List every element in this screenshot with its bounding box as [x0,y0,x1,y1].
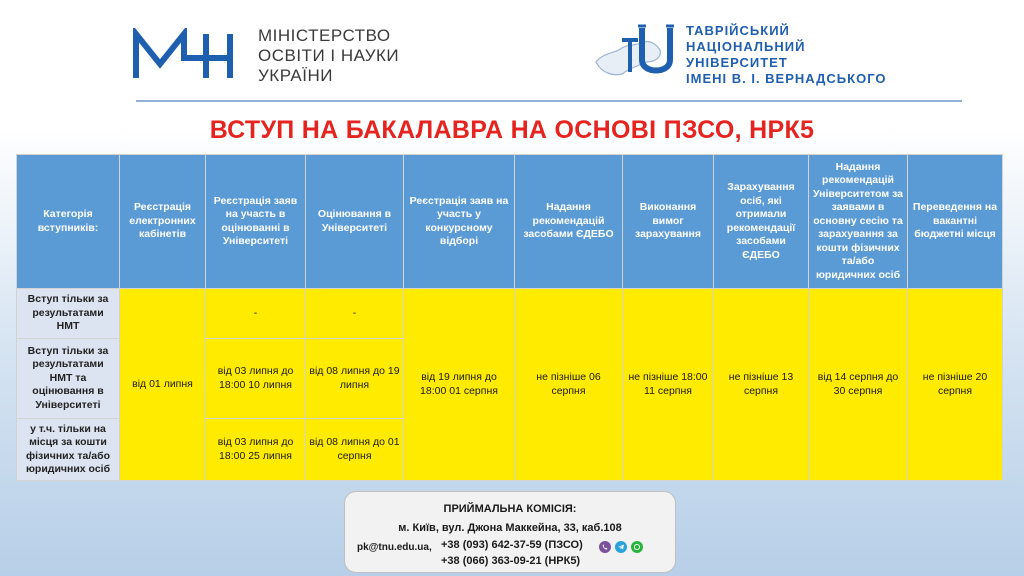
cell-enrollment: не пізніше 13 серпня [714,289,809,481]
header-eval-registration: Реєстрація заяв на участь в оцінюванні в Університеті [206,155,306,289]
admission-schedule-table [16,154,1003,481]
page-title: ВСТУП НА БАКАЛАВРА НА ОСНОВІ ПЗСО, НРК5 [209,116,815,144]
messenger-icons [599,541,643,553]
whatsapp-icon[interactable] [631,541,643,553]
contact-address: м. Київ, вул. Джона Маккейна, 33, каб.108 [398,522,622,534]
category-nmt-and-eval: Вступ тільки за результатами НМТ та оцінювання в Університеті [17,339,120,419]
university-line-1: ТАВРІЙСЬКИЙ [686,23,790,38]
university-line-3: УНІВЕРСИТЕТ [686,55,788,70]
header-competition-registration: Реєстрація заяв на участь у конкурсному відборі [404,155,515,289]
cell-transfer: не пізніше 20 серпня [908,289,1003,481]
cell-reg-eval-1: - [206,289,306,339]
ministry-logo [132,26,399,86]
university-logo [588,22,887,88]
cell-edebo-recommendation: не пізніше 06 серпня [515,289,623,481]
cell-reg-eval-3: від 03 липня до 18:00 25 липня [206,419,306,481]
cell-university-recommendation: від 14 серпня до 30 серпня [809,289,908,481]
cell-requirements: не пізніше 18:00 11 серпня [623,289,714,481]
ministry-line-2: ОСВІТИ І НАУКИ [258,46,400,65]
university-line-2: НАЦІОНАЛЬНИЙ [686,39,806,54]
contact-heading: ПРИЙМАЛЬНА КОМІСІЯ: [443,503,577,515]
category-paid-places: у т.ч. тільки на місця за кошти фізичних та/або юридичних осіб [17,419,120,481]
header-enrollment: Зарахування осіб, які отримали рекомендації засобами ЄДЕБО [714,155,809,289]
header-edebo-recommendation: Надання рекомендацій засобами ЄДЕБО [515,155,623,289]
ministry-line-1: МІНІСТЕРСТВО [258,26,391,45]
mon-emblem-icon [132,28,244,84]
header-requirements: Виконання вимог зарахування [623,155,714,289]
contact-phone-nrk5[interactable]: +38 (066) 363-09-21 (НРК5) [441,555,581,567]
header-evaluation: Оцінювання в Університеті [306,155,404,289]
university-line-4: ІМЕНІ В. І. ВЕРНАДСЬКОГО [686,71,887,86]
table-row [17,289,1003,339]
header-divider [136,100,962,102]
cell-reg-eval-2: від 03 липня до 18:00 10 липня [206,339,306,419]
header-university-recommendation: Надання рекомендацій Університетом за заявами в основну сесію та зарахування за кошти фізичних та/або юридичних осіб [809,155,908,289]
header-transfer: Переведення на вакантні бюджетні місця [908,155,1003,289]
tnu-emblem-icon [588,22,678,88]
header-category: Категорія вступників: [17,155,120,289]
contact-phone-pzso[interactable]: +38 (093) 642-37-59 (ПЗСО) [441,539,583,551]
cell-eval-2: від 08 липня до 19 липня [306,339,404,419]
university-name [686,23,887,87]
ministry-name [258,26,399,86]
cell-eval-1: - [306,289,404,339]
cell-cabinets: від 01 липня [120,289,206,481]
header-cabinet-registration: Реєстрація електронних кабінетів [120,155,206,289]
cell-reg-competition: від 19 липня до 18:00 01 серпня [404,289,515,481]
contact-email[interactable]: pk@tnu.edu.ua, [357,542,432,553]
admission-contact-box [344,491,676,573]
cell-eval-3: від 08 липня до 01 серпня [306,419,404,481]
ministry-line-3: УКРАЇНИ [258,66,333,85]
table-header-row [17,155,1003,289]
viber-icon[interactable] [599,541,611,553]
category-nmt-only: Вступ тільки за результатами НМТ [17,289,120,339]
telegram-icon[interactable] [615,541,627,553]
